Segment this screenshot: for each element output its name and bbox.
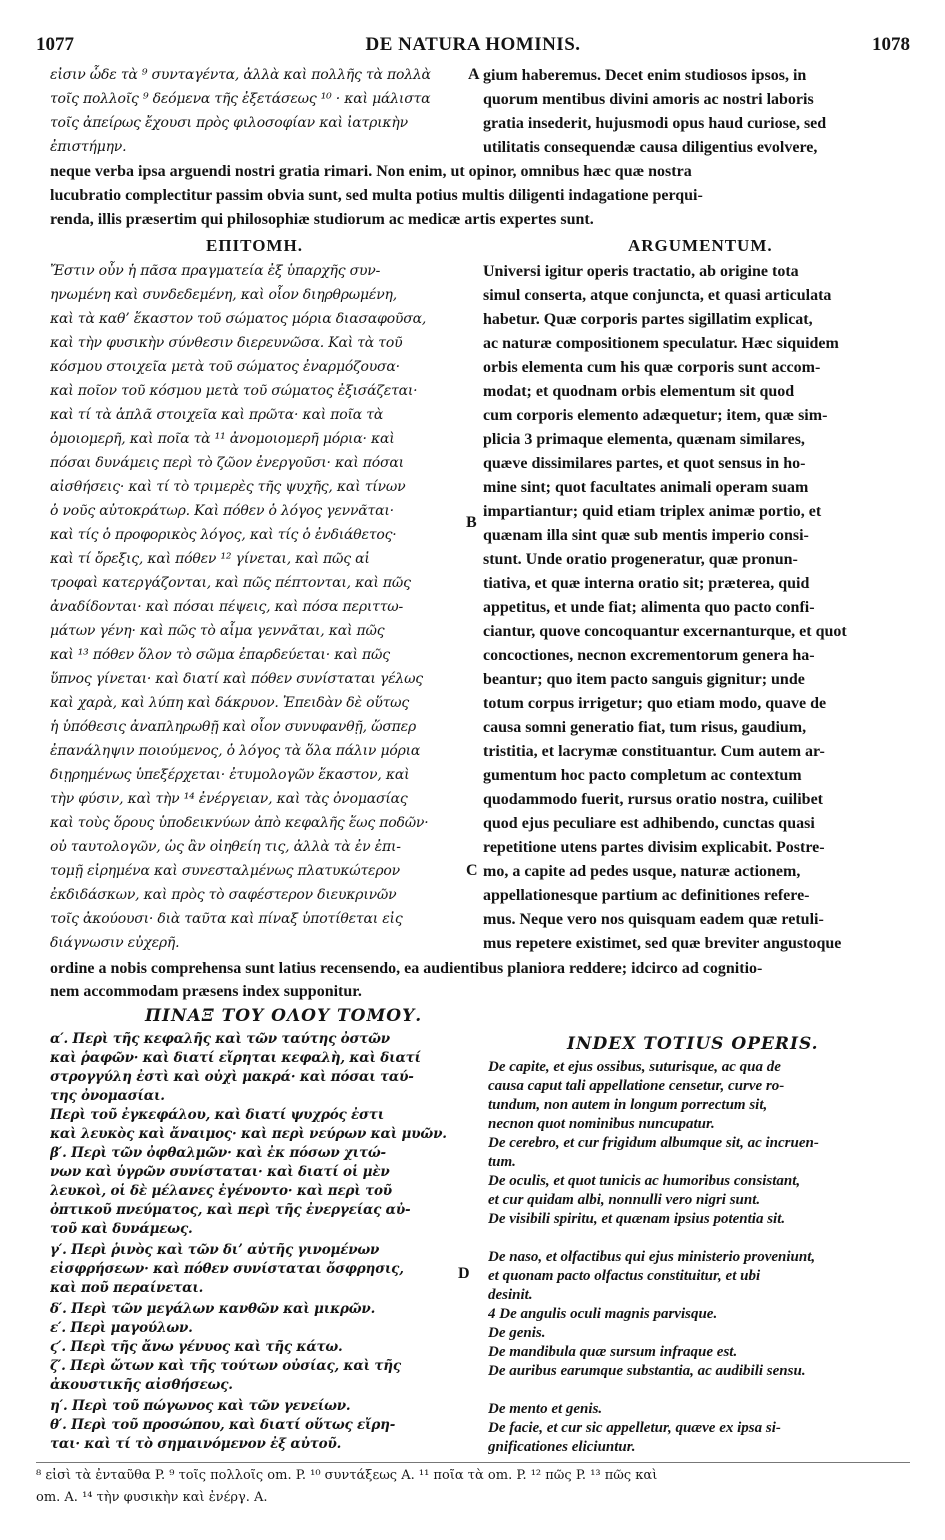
greek-line: ηνωμένη καὶ συνδεδεμένη, καὶ οἷον διηρθρωμένη, xyxy=(50,287,397,303)
greek-index-line: τοῦ καὶ δυνάμεως. xyxy=(50,1221,193,1237)
running-title: DE NATURA HOMINIS. xyxy=(365,34,581,55)
margin-letter-a: A xyxy=(468,66,480,83)
latin-line: orbis elementa cum his quæ corporis sunt accom- xyxy=(483,359,821,376)
latin-line: modat; et quodnam orbis elementum sit quod xyxy=(483,383,795,400)
margin-letter-b: B xyxy=(466,514,477,531)
intro-greek-line: τοῖς πολλοῖς ⁹ δεόμενα τῆς ἐξετάσεως ¹⁰ · καὶ μάλιστα xyxy=(50,91,431,107)
latin-index-line: gnificationes eliciuntur. xyxy=(488,1439,636,1455)
latin-index-line: De cerebro, et cur frigidum albumque sit, ac incruen- xyxy=(488,1135,819,1151)
greek-line: καὶ ποῖον τοῦ κόσμου μετὰ τοῦ σώματος ἐξισάζεται· xyxy=(50,383,418,399)
greek-line: τοῖς ἀκούουσι· διὰ ταῦτα καὶ πίναξ ὑποτίθεται εἰς xyxy=(50,911,403,927)
latin-line: Universi igitur operis tractatio, ab origine tota xyxy=(483,263,799,280)
latin-line: quæve dissimilares partes, et quot sensus in ho- xyxy=(483,455,806,472)
latin-index-line: De genis. xyxy=(488,1325,546,1341)
intro-greek-line: τοῖς ἀπείρως ἔχουσι πρὸς φιλοσοφίαν καὶ ἰατρικὴν xyxy=(50,115,408,131)
greek-index-line: εἰσφρήσεων· καὶ πόθεν συνίσταται ὄσφρησις, xyxy=(50,1261,404,1277)
greek-line: ἀναδίδονται· καὶ πόσαι πέψεις, καὶ πόσα περιττω- xyxy=(50,599,404,615)
latin-line: cum corporis elemento adæquetur; item, quæ sim- xyxy=(483,407,828,424)
latin-index-line: 4 De angulis oculi magnis parvisque. xyxy=(488,1306,718,1322)
margin-letter-c: C xyxy=(466,862,478,879)
footnote-rule xyxy=(36,1462,910,1463)
greek-section-title: ΕΠΙΤΟΜΗ. xyxy=(206,236,303,255)
wide-line: neque verba ipsa arguendi nostri gratia rimari. Non enim, ut opinor, omnibus hæc quæ nostra xyxy=(50,163,692,180)
latin-index-line: De naso, et olfactibus qui ejus ministerio proveniunt, xyxy=(488,1249,816,1265)
greek-index-line: ἀκουστικῆς αἰσθήσεως. xyxy=(50,1377,233,1393)
wide-line: renda, illis præsertim qui philosophiæ studiorum ac medicæ artis expertes sunt. xyxy=(50,211,594,228)
intro-latin-line: quorum mentibus divini amoris ac nostri laboris xyxy=(483,91,814,108)
greek-line: Ἔστιν οὖν ἡ πᾶσα πραγματεία ἐξ ὑπαρχῆς συν- xyxy=(50,263,381,279)
greek-index-title: ΠΙΝΑΞ ΤΟΥ ΟΛΟΥ ΤΟΜΟΥ. xyxy=(145,1006,423,1026)
latin-line: plicia 3 primaque elementa, quænam similares, xyxy=(483,431,805,448)
latin-line: mus repetere existimet, sed quæ breviter angustoque xyxy=(483,935,842,952)
greek-line: καὶ τοὺς ὅρους ὑποδεικνύων ἀπὸ κεφαλῆς ἕως ποδῶν· xyxy=(50,815,429,831)
greek-index-line: νων καὶ ὑγρῶν συνίσταται· καὶ διατί οἱ μὲν xyxy=(50,1164,390,1180)
greek-index-line: λευκοὶ, οἱ δὲ μέλανες ἐγένοντο· καὶ περὶ τοῦ xyxy=(50,1183,392,1199)
closing-line: nem accommodam præsens index supponitur. xyxy=(50,983,362,1000)
latin-line: stunt. Unde oratio progeneratur, quæ pronun- xyxy=(483,551,798,568)
greek-index-line: καὶ ῥαφῶν· καὶ διατί εἴρηται κεφαλὴ, καὶ διατί xyxy=(50,1050,421,1066)
latin-line: simul conserta, atque conjuncta, et quasi articulata xyxy=(483,287,832,304)
greek-index-line: δ′. Περὶ τῶν μεγάλων κανθῶν καὶ μικρῶν. xyxy=(50,1301,376,1317)
greek-line: ἐπανάληψιν ποιούμενος, ὁ λόγος τὰ ὅλα πάλιν μόρια xyxy=(50,743,421,759)
latin-index-line: tundum, non autem in longum porrectum sit, xyxy=(488,1097,768,1113)
greek-line: ὁ νοῦς αὐτοκράτωρ. Καὶ πόθεν ὁ λόγος γεννᾶται· xyxy=(50,503,394,519)
latin-index-line: tum. xyxy=(488,1154,516,1170)
greek-line: τὴν φύσιν, καὶ τὴν ¹⁴ ἐνέργειαν, καὶ τὰς ὀνομασίας xyxy=(50,791,408,807)
greek-line: μάτων γένη· καὶ πῶς τὸ αἷμα γεννᾶται, καὶ πῶς xyxy=(50,623,385,639)
latin-line: appellationesque partium ac definitiones refere- xyxy=(483,887,810,904)
latin-line: totum corpus irrigetur; quo etiam modo, quave de xyxy=(483,695,827,712)
right-page-number: 1078 xyxy=(872,34,910,55)
intro-latin-line: utilitatis consequendæ causa diligentius evolvere, xyxy=(483,139,818,156)
greek-index-line: γ′. Περὶ ῥινὸς καὶ τῶν δι’ αὐτῆς γινομένων xyxy=(50,1242,380,1258)
latin-index-line: De mento et genis. xyxy=(488,1401,603,1417)
latin-index-title: INDEX TOTIUS OPERIS. xyxy=(567,1034,819,1054)
greek-index-line: στρογγύλη ἐστὶ καὶ οὐχὶ μακρά· καὶ πόσαι ταύ- xyxy=(50,1069,414,1085)
running-header xyxy=(36,34,910,60)
latin-line: quod ejus peculiare est adhibendo, cunctas quasi xyxy=(483,815,815,832)
greek-line: διῃρημένως ὑπεξέρχεται· ἐτυμολογῶν ἕκαστον, καὶ xyxy=(50,767,410,783)
latin-line: concoctiones, necnon excrementorum genera ha- xyxy=(483,647,815,664)
latin-section-title: ARGUMENTUM. xyxy=(628,236,773,255)
intro-latin-line: gratia insederit, hujusmodi opus haud curiose, sed xyxy=(483,115,827,132)
greek-index-line: ε′. Περὶ μαγούλων. xyxy=(50,1320,193,1336)
latin-index-line: et cur quidam albi, nonnulli vero nigri sunt. xyxy=(488,1192,761,1208)
greek-index-line: θ′. Περὶ τοῦ προσώπου, καὶ διατί οὕτως εἴρη- xyxy=(50,1417,396,1433)
latin-index-line: De capite, et ejus ossibus, suturisque, ac qua de xyxy=(488,1059,781,1075)
left-page-number: 1077 xyxy=(36,34,74,55)
latin-line: ac naturæ compositionem speculatur. Hæc siquidem xyxy=(483,335,839,352)
greek-index-line: β′. Περὶ τῶν ὀφθαλμῶν· καὶ ἐκ πόσων χιτώ- xyxy=(50,1145,386,1161)
latin-index-line: De oculis, et quot tunicis ac humoribus consistant, xyxy=(488,1173,801,1189)
greek-line: αἰσθήσεις· καὶ τί τὸ τριμερὲς τῆς ψυχῆς, καὶ τίνων xyxy=(50,479,406,495)
greek-index-line: Περὶ τοῦ ἐγκεφάλου, καὶ διατί ψυχρός ἐστι xyxy=(50,1107,385,1123)
greek-line: καὶ τὰ καθ’ ἕκαστον τοῦ σώματος μόρια διασαφοῦσα, xyxy=(50,311,427,327)
greek-line: οὐ ταυτολογῶν, ὡς ἂν οἰηθείη τις, ἀλλὰ τὰ ἐν ἐπι- xyxy=(50,839,401,855)
greek-index-line: α′. Περὶ τῆς κεφαλῆς καὶ τῶν ταύτης ὀστῶν xyxy=(50,1031,390,1047)
latin-line: mine sint; quot facultates animali operam suam xyxy=(483,479,809,496)
latin-index-line: De mandibula quæ sursum infraque est. xyxy=(488,1344,738,1360)
greek-line: καὶ ¹³ πόθεν ὅλον τὸ σῶμα ἐπαρδεύεται· καὶ πῶς xyxy=(50,647,390,663)
greek-line: τομῇ εἰρημένα καὶ συνεσταλμένως πλατυκώτερον xyxy=(50,863,400,879)
latin-line: gumentum hoc pacto completum ac contextum xyxy=(483,767,802,784)
latin-line: appetitus, et unde fiat; alimenta quo pacto confi- xyxy=(483,599,815,616)
greek-index-line: ται· καὶ τί τὸ σημαινόμενον ἐξ αὐτοῦ. xyxy=(50,1436,342,1452)
greek-line: καὶ τίς ὁ προφορικὸς λόγος, καὶ τίς ὁ ἐνδιάθετος· xyxy=(50,527,397,543)
latin-line: quænam illa sint quæ sub mentis imperio consi- xyxy=(483,527,809,544)
latin-line: causa somni generatio fiat, tum risus, gaudium, xyxy=(483,719,807,736)
greek-line: ὁμοιομερῆ, καὶ ποῖα τὰ ¹¹ ἀνομοιομερῆ μόρια· καὶ xyxy=(50,431,395,447)
latin-line: beantur; quo item pacto sanguis gignitur; unde xyxy=(483,671,805,688)
greek-line: καὶ τί ὄρεξις, καὶ πόθεν ¹² γίνεται, καὶ πῶς αἱ xyxy=(50,551,370,567)
greek-line: κόσμου στοιχεῖα μετὰ τοῦ σώματος ἐναρμόζουσα· xyxy=(50,359,400,375)
latin-line: ciantur, quove concoquantur excernanturque, et quot xyxy=(483,623,847,640)
latin-line: mus. Neque vero nos quisquam eadem quæ retuli- xyxy=(483,911,824,928)
latin-line: mo, a capite ad pedes usque, naturæ actionem, xyxy=(483,863,801,880)
latin-line: tristitia, et lacrymæ constituantur. Cum autem ar- xyxy=(483,743,825,760)
greek-line: τροφαὶ κατεργάζονται, καὶ πῶς πέπτονται, καὶ πῶς xyxy=(50,575,411,591)
intro-greek-line: εἰσιν ὧδε τὰ ⁹ συνταγέντα, ἀλλὰ καὶ πολλῆς τὰ πολλὰ xyxy=(50,67,431,83)
greek-line: καὶ τί τὰ ἁπλᾶ στοιχεῖα καὶ πρῶτα· καὶ ποῖα τὰ xyxy=(50,407,384,423)
latin-line: quodammodo fuerit, rursus oratio nostra, cuilibet xyxy=(483,791,823,808)
greek-line: πόσαι δυνάμεις περὶ τὸ ζῶον ἐνεργοῦσι· καὶ πόσαι xyxy=(50,455,404,471)
greek-index-line: καὶ ποῦ περαίνεται. xyxy=(50,1280,204,1296)
greek-index-line: ὀπτικοῦ πνεύματος, καὶ περὶ τῆς ἐνεργείας αὐ- xyxy=(50,1202,411,1218)
greek-index-line: καὶ λευκὸς καὶ ἄναιμος· καὶ περὶ νεύρων καὶ μυῶν. xyxy=(50,1126,447,1142)
latin-index-line: De auribus earumque substantia, ac audibili sensu. xyxy=(488,1363,806,1379)
latin-index-line: De visibili spiritu, et quænam ipsius potentia sit. xyxy=(488,1211,786,1227)
latin-index-line: De facie, et cur sic appelletur, quæve ex ipsa si- xyxy=(488,1420,781,1436)
greek-index-line: της ὀνομασίαι. xyxy=(50,1088,165,1104)
greek-line: διάγνωσιν εὐχερῆ. xyxy=(50,935,180,951)
closing-line: ordine a nobis comprehensa sunt latius recensendo, ea audientibus planiora reddere; idcirco ad cognitio- xyxy=(50,960,763,977)
latin-line: repetitione utens partes divisim explicabit. Postre- xyxy=(483,839,825,856)
greek-line: ὕπνος γίνεται· καὶ διατί καὶ πόθεν συνίσταται γέλως xyxy=(50,671,423,687)
greek-line: καὶ χαρὰ, καὶ λύπη καὶ δάκρυον. Ἐπειδὰν δὲ οὕτως xyxy=(50,695,410,711)
latin-line: impartiantur; quid etiam triplex animæ portio, et xyxy=(483,503,822,520)
greek-index-line: ϛ′. Περὶ τῆς ἄνω γένυος καὶ τῆς κάτω. xyxy=(50,1339,343,1355)
latin-index-line: desinit. xyxy=(488,1287,533,1303)
latin-line: tiativa, et quæ interna oratio sit; præterea, quid xyxy=(483,575,810,592)
latin-line: habetur. Quæ corporis partes sigillatim explicat, xyxy=(483,311,813,328)
latin-index-line: necnon quot nominibus nuncupatur. xyxy=(488,1116,715,1132)
wide-line: lucubratio complectitur passim obvia sunt, sed multa potius multis diligenti indagatione perqui- xyxy=(50,187,703,204)
intro-latin-line: gium haberemus. Decet enim studiosos ipsos, in xyxy=(483,67,807,84)
greek-index-line: ζ′. Περὶ ὤτων καὶ τῆς τούτων οὐσίας, καὶ τῆς xyxy=(50,1358,401,1374)
footnote-line: ⁸ εἰσὶ τὰ ἐνταῦθα P. ⁹ τοῖς πολλοῖς om. P. ¹⁰ συντάξεως A. ¹¹ ποῖα τὰ om. P. ¹² πῶς P. ¹³ πῶς καὶ xyxy=(36,1468,658,1483)
greek-line: ἡ ὑπόθεσις ἀναπληρωθῇ καὶ οἷον συνυφανθῇ, ὥσπερ xyxy=(50,719,417,735)
greek-line: ἐκδιδάσκων, καὶ πρὸς τὸ σαφέστερον διευκρινῶν xyxy=(50,887,397,903)
latin-index-line: et quonam pacto olfactus constituitur, et ubi xyxy=(488,1268,761,1284)
latin-index-line: causa caput tali appellatione censetur, curve ro- xyxy=(488,1078,785,1094)
margin-letter-d: D xyxy=(458,1265,470,1282)
greek-line: καὶ τὴν φυσικὴν σύνθεσιν διερευνῶσα. Καὶ τὰ τοῦ xyxy=(50,335,403,351)
footnote-line: om. A. ¹⁴ τὴν φυσικὴν καὶ ἐνέργ. A. xyxy=(36,1490,268,1505)
intro-greek-line: ἐπιστήμην. xyxy=(50,139,127,155)
greek-index-line: η′. Περὶ τοῦ πώγωνος καὶ τῶν γενείων. xyxy=(50,1398,351,1414)
